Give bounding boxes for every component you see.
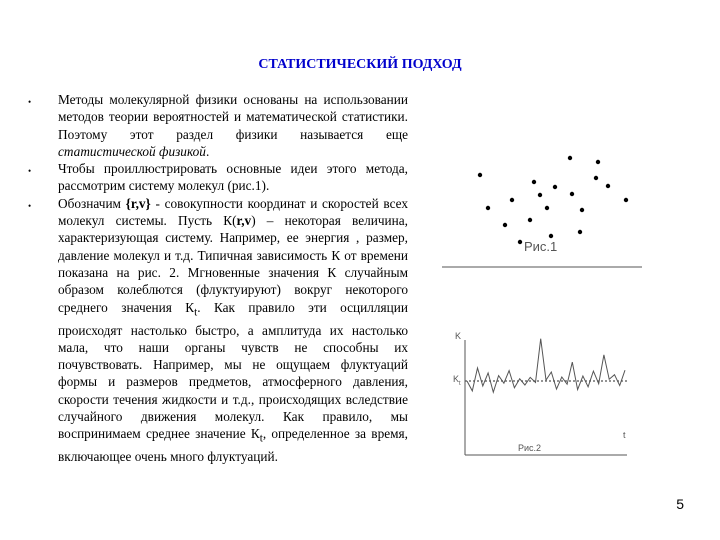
bullet-item xyxy=(28,91,408,160)
text-segment: t xyxy=(194,306,198,319)
figure-fluctuation-chart xyxy=(445,325,645,475)
molecule-dot xyxy=(545,206,549,210)
molecule-dot xyxy=(568,156,572,160)
molecule-dot xyxy=(606,184,610,188)
text-segment: , определенное за время, включающее очень много флуктуаций. xyxy=(58,426,408,465)
bullet-item xyxy=(28,195,408,466)
bullet-marker: • xyxy=(28,166,32,177)
molecule-dot xyxy=(503,223,507,227)
x-axis-label: t xyxy=(623,430,626,440)
page-number: 5 xyxy=(676,496,684,512)
molecule-dot xyxy=(570,192,574,196)
molecule-dots xyxy=(478,156,628,244)
text-segment: Методы молекулярной физики основаны на использовании методов теории вероятностей и математической статистики. Поэтому этот раздел физики называется еще xyxy=(58,92,408,142)
molecule-dot xyxy=(528,218,532,222)
text-segment: ) – некоторая величина, характеризующая систему. Например, ее энергия , размер, давление молекул и т.д. Типичная зависимость К от времени показана на рис. 2. Мгновенные значения К случайным образом колеблются (флуктуируют) вокруг некоторого среднего значения К xyxy=(58,213,408,315)
molecule-dot xyxy=(553,185,557,189)
molecule-dot xyxy=(596,160,600,164)
text-segment: - совокупности координат и скоростей всех молекул системы. Пусть К( xyxy=(58,195,409,229)
y-axis-label: K xyxy=(455,331,462,341)
signal-line xyxy=(467,339,625,393)
figure1-caption: Рис.1 xyxy=(524,239,558,254)
figure-molecules xyxy=(430,140,670,280)
bullet-marker: • xyxy=(28,97,32,107)
molecule-dot xyxy=(549,234,553,238)
molecule-dot xyxy=(510,198,514,202)
molecule-dot xyxy=(486,206,490,210)
molecule-dot xyxy=(580,208,584,212)
mean-label: $K_t$ xyxy=(453,374,461,387)
body-text xyxy=(28,91,408,466)
text-segment: статистической физикой xyxy=(58,143,206,159)
text-segment: . Как правило эти осцилляции происходят настолько быстро, а амплитуда их настолько мала, что наши органы чувств не способны их почувствовать. Например, мы не ощущаем флуктуаций формы и размеров предметов, атмосферного давления, скорости течения жидкости и т.д., происходящих вследствие случайного движения молекул. Как правило, мы воспринимаем среднее значение К xyxy=(58,299,408,442)
molecule-dot xyxy=(538,193,542,197)
molecule-dot xyxy=(518,240,522,244)
text-segment: t xyxy=(259,432,263,445)
bullet-text xyxy=(58,195,408,466)
text-segment: Чтобы проиллюстрировать основные идеи этого метода, рассмотрим систему молекул (рис.1). xyxy=(58,161,408,194)
text-segment: Обозначим xyxy=(58,195,126,211)
bullet-text xyxy=(58,91,408,160)
molecule-dot xyxy=(478,173,482,177)
figure2-caption: Рис.2 xyxy=(518,443,542,453)
molecule-dot xyxy=(624,198,628,202)
text-segment: {r,v} xyxy=(125,195,151,211)
molecule-dot xyxy=(578,230,582,234)
slide-title: СТАТИСТИЧЕСКИЙ ПОДХОД xyxy=(258,57,462,72)
molecule-dot xyxy=(532,180,536,184)
bullet-marker: • xyxy=(28,200,32,211)
bullet-item xyxy=(28,160,408,195)
text-segment: . xyxy=(205,143,210,159)
text-segment: r,v xyxy=(236,213,252,229)
bullet-text xyxy=(58,160,408,195)
molecule-dot xyxy=(594,176,598,180)
